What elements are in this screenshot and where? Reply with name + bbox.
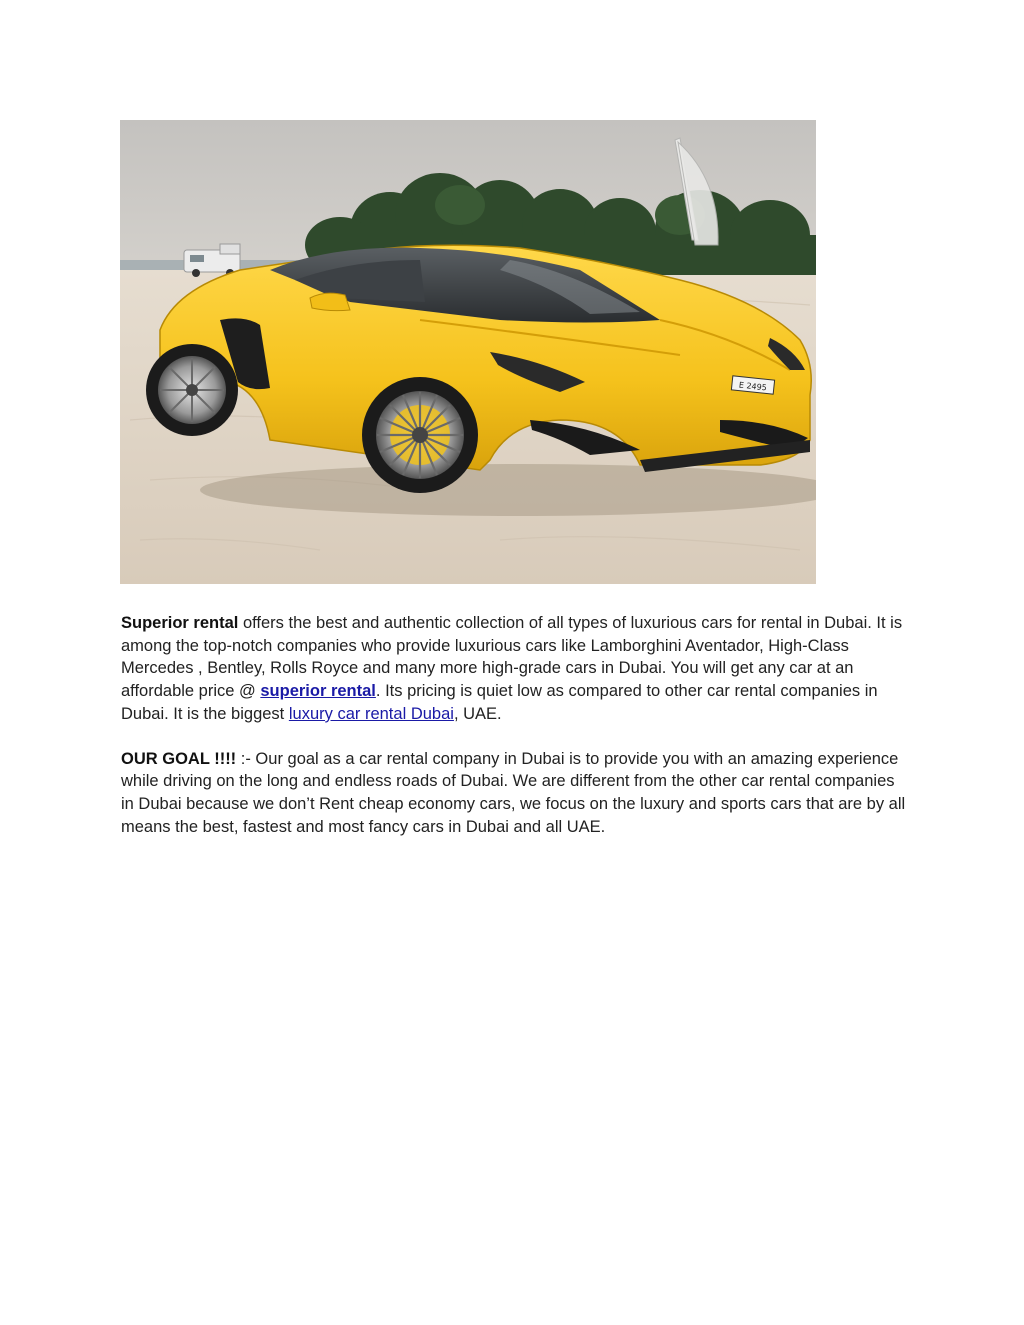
intro-text-1: offers the best and authentic collection of all types of luxurious cars for rental in Dubai. It is among the top-notch companies who provide luxurious cars like Lamborghini Aventador, High-Class Mercedes , Bentley, Rolls Royce and many more high-grade cars in Dubai. You will get any car at an affordable price @	[121, 614, 903, 701]
article-body	[121, 612, 911, 860]
goal-paragraph	[121, 748, 911, 839]
car-photo	[120, 120, 816, 584]
intro-text-2: . Its pricing is quiet low as compared to other car rental companies in Dubai. It is the biggest	[121, 682, 878, 723]
luxury-car-rental-dubai-link[interactable]: luxury car rental Dubai	[288, 704, 454, 723]
superior-rental-link[interactable]: superior rental	[260, 682, 376, 701]
goal-heading: OUR GOAL !!!!	[121, 749, 237, 768]
plate-text: E 2495	[738, 380, 768, 393]
goal-text: :- Our goal as a car rental company in Dubai is to provide you with an amazing experience while driving on the long and endless roads of Dubai. We are different from the other car rental companies in Dubai because we don’t Rent cheap economy cars, we focus on the luxury and sports cars that are by all means the best, fastest and most fancy cars in Dubai and all UAE.	[121, 749, 906, 836]
intro-text-3: , UAE.	[453, 704, 502, 723]
intro-paragraph	[121, 612, 911, 726]
brand-name: Superior rental	[121, 614, 239, 632]
